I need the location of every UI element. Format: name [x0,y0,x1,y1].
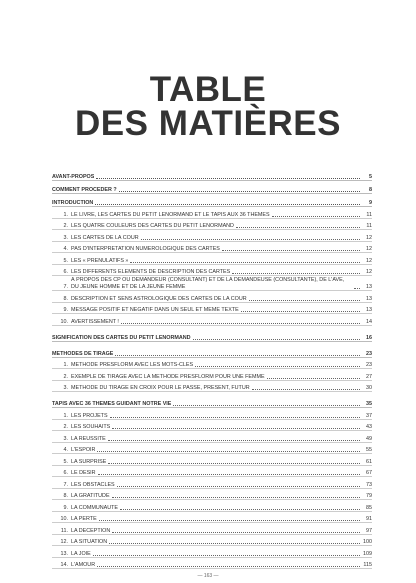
toc-number: 3. [63,435,68,442]
toc-label: LES OBSTACLES [71,481,115,488]
dot-leader [99,520,360,521]
dot-leader [222,250,360,251]
toc-subentry[interactable] [52,207,372,219]
toc-label: LA DÉCEPTION [71,527,111,534]
toc-number: 2. [63,424,68,430]
dot-leader [272,216,360,217]
toc-number: 9. [63,504,68,511]
toc-entry-tapis[interactable] [52,396,372,408]
toc-subentry[interactable] [52,303,372,315]
toc-page-number: 8 [369,187,372,193]
toc-number: 10. [60,318,68,325]
toc-page-number: 12 [366,257,372,264]
toc-number: 13. [60,550,68,557]
dot-leader [354,288,360,289]
toc-number: 2. [63,373,68,380]
toc-label: LA COMMUNAUTÉ [71,504,119,511]
intro-subentries [52,207,372,326]
toc-subentry[interactable] [52,358,372,370]
toc-subentry[interactable] [52,381,372,393]
toc-number: 4. [63,447,68,453]
dot-leader [98,474,360,475]
page-footer: — 163 — [197,573,219,579]
dot-leader [236,227,360,228]
toc-label: PAS D'INTERPRÉTATION NUMÉROLOGIQUE DES CARTES [71,246,220,252]
toc-page-number: 61 [366,458,372,465]
dot-leader [95,204,360,205]
dot-leader [195,366,360,367]
toc-number: 6. [63,269,68,275]
toc-page-number: 37 [366,412,372,419]
toc-label: TAPIS AVEC 36 THÈMES GUIDANT NOTRE VIE [52,401,172,407]
dot-leader [121,323,360,324]
toc-page-number: 73 [366,481,372,488]
toc-page-number: 91 [366,516,372,522]
toc-page-number: 115 [363,562,372,568]
toc-label: L'AMOUR [71,562,96,568]
toc-label: LA SITUATION [71,539,108,545]
tapis-subentries [52,408,372,569]
toc-entry-avant-propos[interactable] [52,168,372,181]
dot-leader [252,389,360,390]
toc-subentry[interactable] [52,291,372,303]
toc-page-number: 13 [366,307,372,313]
dot-leader [232,273,360,274]
toc-label: LES « PRÉNULATIFS » [71,257,129,264]
toc-page-number: 9 [369,200,372,206]
toc-subentry[interactable] [52,230,372,242]
toc-subentry[interactable] [52,500,372,512]
methodes-subentries [52,358,372,393]
toc-page-number: 13 [366,284,372,290]
toc-label: MÉTHODE PRÉSFLORM AVEC LES MOTS-CLÉS [71,362,194,368]
page-title-line-1: TABLE [149,70,267,109]
toc-page-number: 11 [366,223,372,229]
toc-label: LE DÉSIR [71,470,96,476]
toc-label: LE LIVRE, LES CARTES DU PETIT LENORMAND ET LE TAPIS AUX 36 THÈMES [71,211,270,218]
toc-subentry[interactable] [52,369,372,381]
dot-leader [96,178,360,179]
toc-number: 5. [63,458,68,465]
toc-subentry[interactable] [52,242,372,254]
toc-number: 4. [63,246,68,252]
toc-number: 14. [60,562,68,568]
toc-page-number: 16 [366,334,372,341]
dot-leader [120,509,360,510]
toc-subentry[interactable] [52,276,372,291]
dot-leader [112,497,360,498]
dot-leader [97,566,360,567]
toc-page-number: 79 [366,493,372,499]
toc-subentry[interactable] [52,535,372,547]
toc-entry-introduction[interactable] [52,194,372,207]
toc-page-number: 100 [363,539,372,545]
toc-number: 1. [63,211,68,218]
toc-page-number: 12 [366,269,372,275]
toc-label: LES DIFFÉRENTS ÉLÉMENTS DE DESCRIPTION DES CARTES [71,269,231,275]
toc-page-number: 27 [366,373,372,380]
toc-label: DESCRIPTION ET SENS ASTROLOGIQUE DES CARTES DE LA COUR [71,295,247,302]
dot-leader [241,311,360,312]
toc-subentry[interactable] [52,558,372,570]
toc-number: 12. [60,539,68,545]
dot-leader [173,405,360,406]
toc-label: MÉTHODES DE TIRAGE [52,350,114,357]
dot-leader [112,532,360,533]
toc-number: 3. [63,234,68,241]
toc-label: MESSAGE POSITIF ET NÉGATIF DANS UN SEUL ET MÊME TEXTE [71,307,239,313]
toc-page-number: 23 [366,362,372,368]
toc-page-number: 109 [363,550,372,557]
dot-leader [109,543,360,544]
toc-page-number: 5 [369,174,372,180]
table-of-contents [52,168,372,569]
toc-label: MÉTHODE DU TIRAGE EN CROIX POUR LE PASSÉ, PRÉSENT, FUTUR [71,385,250,391]
toc-page-number: 13 [366,295,372,302]
toc-label: COMMENT PROCÉDER ? [52,187,117,193]
toc-page-number: 67 [366,470,372,476]
toc-subentry[interactable] [52,219,372,231]
toc-label: INTRODUCTION [52,200,94,206]
toc-label: LA PERTE [71,516,97,522]
toc-subentry[interactable] [52,314,372,326]
toc-label: LES SOUHAITS [71,424,111,430]
toc-page-number: 30 [366,385,372,391]
toc-label: LA RÉUSSITE [71,435,106,442]
toc-entry-signification[interactable] [52,330,372,342]
dot-leader [110,417,360,418]
dot-leader [193,339,360,340]
toc-number: 6. [63,470,68,476]
dot-leader [119,191,360,192]
toc-label: L'ESPOIR [71,447,96,453]
dot-leader [108,440,360,441]
toc-subentry[interactable] [52,546,372,558]
toc-page-number: 12 [366,246,372,252]
dot-leader [93,555,360,556]
dot-leader [267,378,360,379]
dot-leader [115,355,360,356]
toc-subentry[interactable] [52,512,372,524]
toc-subentry[interactable] [52,466,372,478]
toc-subentry[interactable] [52,265,372,277]
toc-label: EXEMPLE DE TIRAGE AVEC LA MÉTHODE PRÉSFLORM POUR UNE FEMME [71,373,265,380]
toc-number: 5. [63,257,68,264]
dot-leader [108,463,360,464]
toc-page-number: 43 [366,424,372,430]
toc-number: 9. [63,307,68,313]
toc-label: AVERTISSEMENT ! [71,318,119,325]
toc-label: LA JOIE [71,550,91,557]
toc-number: 7. [63,284,68,290]
toc-entry-methodes[interactable] [52,346,372,358]
toc-number: 7. [63,481,68,488]
toc-page-number: 55 [366,447,372,453]
toc-label: AVANT-PROPOS [52,174,95,180]
toc-number: 2. [63,223,68,229]
toc-number: 8. [63,493,68,499]
toc-page-number: 12 [366,234,372,241]
toc-number: 10. [60,516,68,522]
toc-number: 11. [60,527,68,534]
toc-number: 8. [63,295,68,302]
toc-subentry[interactable] [52,431,372,443]
toc-subentry[interactable] [52,523,372,535]
toc-label: LA GRATITUDE [71,493,110,499]
toc-subentry[interactable] [52,454,372,466]
toc-label: LES CARTES DE LA COUR [71,234,139,241]
page-title-line-2: DES MATIÈRES [75,104,341,143]
toc-label: LA SURPRISE [71,458,107,465]
toc-page-number: 14 [366,318,372,325]
toc-number: 3. [63,385,68,391]
toc-number: 1. [63,412,68,419]
dot-leader [117,486,360,487]
toc-number: 1. [63,362,68,368]
dot-leader [141,239,360,240]
toc-subentry[interactable] [52,420,372,432]
toc-page-number: 23 [366,350,372,357]
toc-label: LES PROJETS [71,412,108,419]
toc-page-number: 35 [366,401,372,407]
dot-leader [130,262,360,263]
toc-subentry[interactable] [52,253,372,265]
toc-subentry[interactable] [52,489,372,501]
dot-leader [249,300,360,301]
toc-label: SIGNIFICATION DES CARTES DU PETIT LENORMAND [52,334,191,341]
toc-label: LES QUATRE COULEURS DES CARTES DU PETIT LENORMAND [71,223,234,229]
toc-subentry[interactable] [52,443,372,455]
toc-page-number: 85 [366,504,372,511]
dot-leader [97,451,360,452]
toc-entry-comment-proceder[interactable] [52,181,372,194]
toc-page-number: 11 [366,211,372,218]
toc-subentry[interactable] [52,408,372,420]
toc-page-number: 97 [366,527,372,534]
toc-page-number: 49 [366,435,372,442]
toc-subentry[interactable] [52,477,372,489]
toc-label: À PROPOS DES CP OU DEMANDEUR (CONSULTANT) ET DE LA DEMANDEUSE (CONSULTANTE), DE L'AVE, DU JEUNE HOMME ET DE LA JEUNE FEMME [71,277,345,290]
dot-leader [112,428,360,429]
